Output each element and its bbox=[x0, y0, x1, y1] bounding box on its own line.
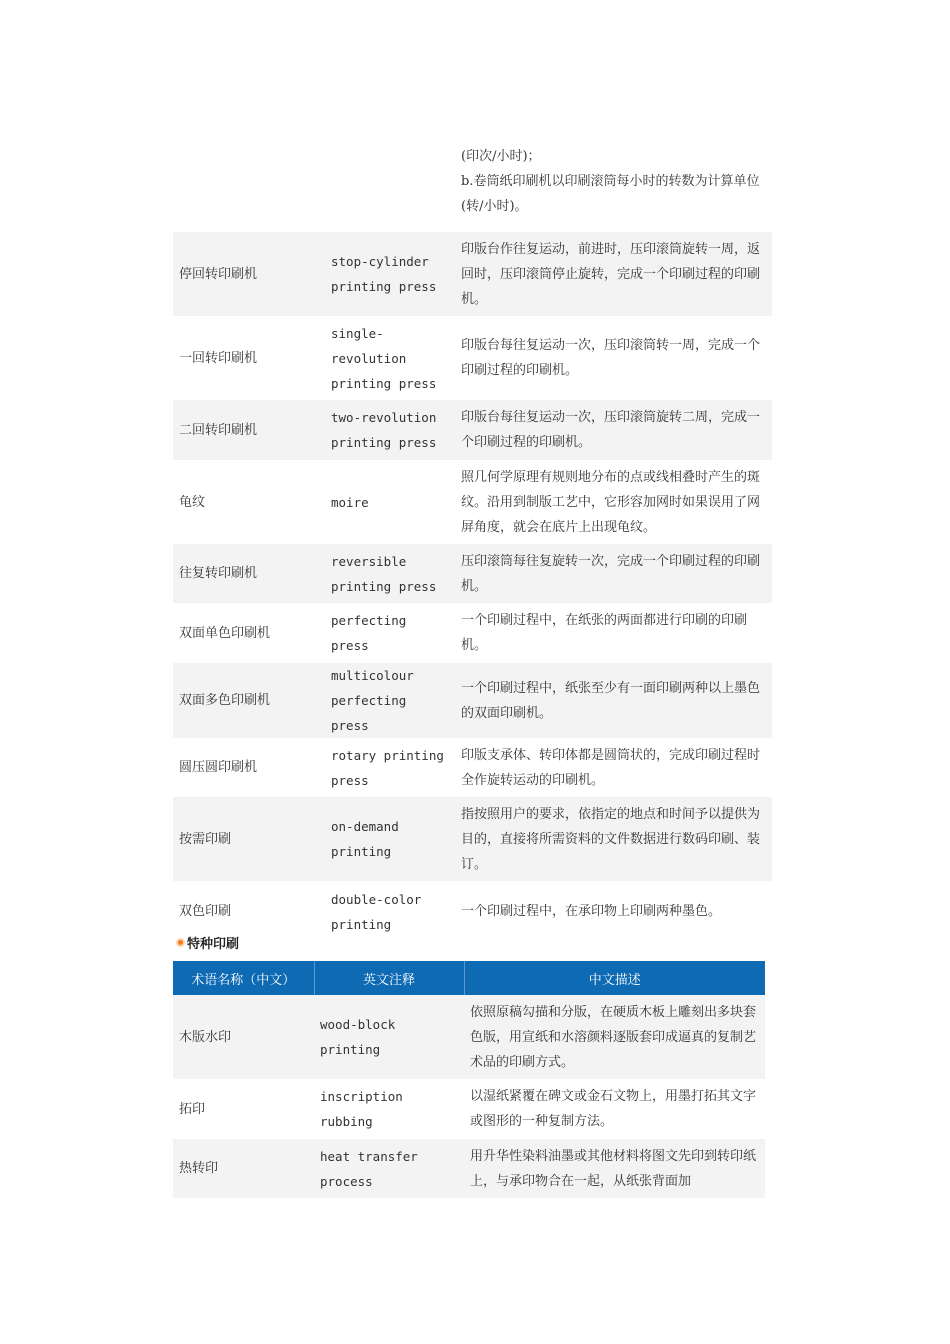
english-cell: heat transfer process bbox=[314, 1139, 464, 1198]
table-row bbox=[173, 400, 772, 460]
description-cell: 以湿纸紧覆在碑文或金石文物上，用墨打拓其文字或图形的一种复制方法。 bbox=[470, 1089, 757, 1129]
english-cell: perfecting press bbox=[331, 613, 407, 653]
description-cell: 印版台每往复运动一次，压印滚筒转一周，完成一个印刷过程的印刷机。 bbox=[461, 338, 761, 378]
description-cell: 指按照用户的要求，依指定的地点和时间予以提供为目的，直接将所需资料的文件数据进行数码印刷、装订。 bbox=[455, 797, 772, 881]
description-cell: 一个印刷过程中，在承印物上印刷两种墨色。 bbox=[461, 904, 722, 919]
term-cell: 双面多色印刷机 bbox=[173, 663, 325, 738]
english-cell: inscription rubbing bbox=[320, 1089, 403, 1129]
english-cell: reversible printing press bbox=[325, 544, 455, 603]
description-cell: 用升华性染料油墨或其他材料将图文先印到转印纸上，与承印物合在一起，从纸张背面加 bbox=[464, 1139, 765, 1198]
term-cell: 双色印刷 bbox=[179, 904, 232, 919]
header-english: 英文注释 bbox=[314, 961, 464, 995]
term-cell: 圆压圆印刷机 bbox=[179, 760, 258, 775]
table-row bbox=[173, 797, 772, 881]
description-cell: 照几何学原理有规则地分布的点或线相叠时产生的斑纹。沿用到制版工艺中，它形容加网时如果误用了网屏角度，就会在底片上出现龟纹。 bbox=[461, 469, 761, 535]
table-header-row bbox=[173, 961, 765, 995]
description-cell: 印版台每往复运动一次，压印滚筒旋转二周，完成一个印刷过程的印刷机。 bbox=[455, 400, 772, 460]
table-row bbox=[173, 316, 772, 400]
term-cell: 木版水印 bbox=[173, 995, 314, 1079]
term-cell: 按需印刷 bbox=[173, 797, 325, 881]
term-cell: 一回转印刷机 bbox=[179, 350, 258, 366]
term-cell bbox=[173, 130, 325, 232]
english-cell: stop-cylinder printing press bbox=[325, 232, 455, 316]
english-cell: on-demand printing bbox=[325, 797, 455, 881]
table-row bbox=[173, 460, 772, 544]
english-cell: single-revolution printing press bbox=[331, 325, 437, 391]
description-cell: 压印滚筒每往复旋转一次，完成一个印刷过程的印刷机。 bbox=[455, 544, 772, 603]
table-row bbox=[173, 130, 772, 232]
english-cell: double-color printing bbox=[331, 891, 422, 932]
section-title: 特种印刷 bbox=[187, 937, 240, 952]
terms-table-2 bbox=[173, 961, 765, 1198]
description-cell: 印版支承体、转印体都是圆筒状的，完成印刷过程时全作旋转运动的印刷机。 bbox=[461, 747, 761, 788]
table-row bbox=[173, 738, 772, 797]
table-row bbox=[173, 603, 772, 663]
table-row bbox=[173, 1139, 765, 1198]
header-description: 中文描述 bbox=[464, 961, 765, 995]
header-term: 术语名称（中文） bbox=[173, 961, 314, 995]
table-row bbox=[173, 663, 772, 738]
section-heading bbox=[176, 933, 239, 952]
term-cell: 停回转印刷机 bbox=[173, 232, 325, 316]
table-row bbox=[173, 881, 772, 942]
english-cell: two-revolution printing press bbox=[325, 400, 455, 460]
english-cell: wood-block printing bbox=[314, 995, 464, 1079]
english-cell: rotary printing press bbox=[331, 747, 444, 788]
term-cell: 双面单色印刷机 bbox=[179, 625, 271, 641]
english-cell: moire bbox=[331, 494, 369, 510]
english-cell bbox=[325, 130, 455, 232]
english-cell: multicolour perfecting press bbox=[325, 663, 455, 738]
description-cell: 印版台作往复运动，前进时，压印滚筒旋转一周，返回时，压印滚筒停止旋转，完成一个印刷过程的印刷机。 bbox=[455, 232, 772, 316]
description-cell: 一个印刷过程中，在纸张的两面都进行印刷的印刷机。 bbox=[461, 613, 748, 653]
description-cell: 依照原稿勾描和分版，在硬质木板上雕刻出多块套色版，用宣纸和水溶颜料逐版套印成逼真的复制艺术品的印刷方式。 bbox=[464, 995, 765, 1079]
bullet-icon bbox=[176, 938, 185, 947]
term-cell: 龟纹 bbox=[179, 494, 206, 510]
terms-table-1 bbox=[173, 130, 772, 942]
table-row bbox=[173, 232, 772, 316]
table-row bbox=[173, 1079, 765, 1139]
table-row bbox=[173, 995, 765, 1079]
description-cell: 一个印刷过程中，纸张至少有一面印刷两种以上墨色的双面印刷机。 bbox=[455, 663, 772, 738]
term-cell: 热转印 bbox=[173, 1139, 314, 1198]
term-cell: 二回转印刷机 bbox=[173, 400, 325, 460]
term-cell: 往复转印刷机 bbox=[173, 544, 325, 603]
description-cell: (印次/小时)； b.卷筒纸印刷机以印刷滚筒每小时的转数为计算单位 (转/小时)。 bbox=[461, 148, 760, 214]
table-row bbox=[173, 544, 772, 603]
term-cell: 拓印 bbox=[179, 1101, 206, 1117]
